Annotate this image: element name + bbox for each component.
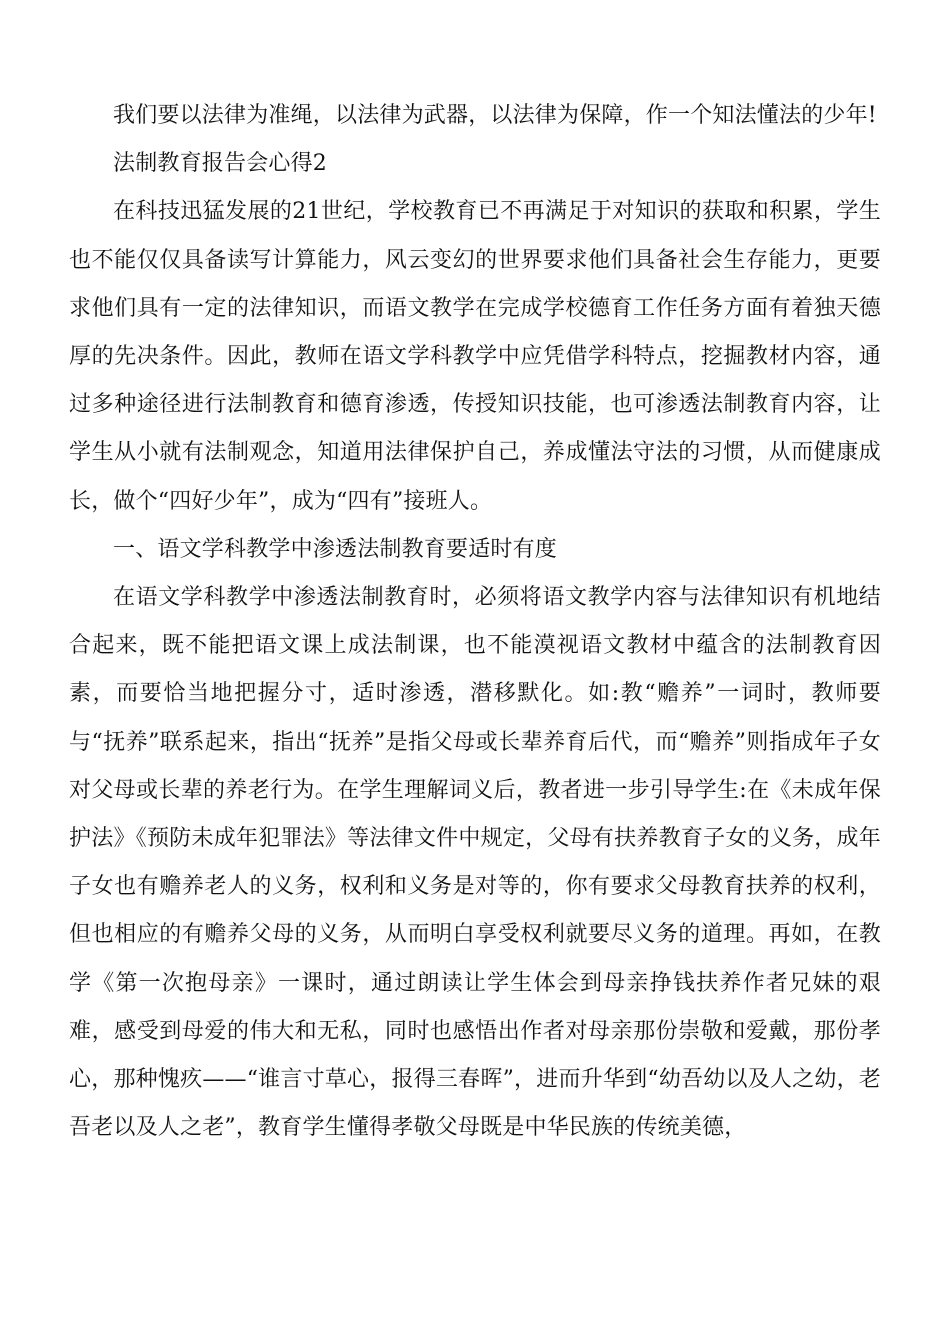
section-title: 法制教育报告会心得2	[113, 151, 327, 177]
closing-sentence: 我们要以法律为准绳，以法律为武器，以法律为保障，作一个知法懂法的少年!	[113, 103, 877, 128]
body-paragraph: 在语文学科教学中渗透法制教育时，必须将语文教学内容与法律知识有机地结合起来，既不能把语文课上成法制课，也不能漠视语文教材中蕴含的法制教育因素，而要恰当地把握分寸，适时渗透，潜移默化。如:教“赡养”一词时，教师要与“抚养”联系起来，指出“抚养”是指父母或长辈养育后代，而“赡养”则指成年子女对父母或长辈的养老行为。在学生理解词义后，教者进一步引导学生:在《未成年保护法》《预防未成年犯罪法》等法律文件中规定，父母有扶养教育子女的义务，成年子女也有赡养老人的义务，权利和义务是对等的，你有要求父母教育扶养的权利，但也相应的有赡养父母的义务，从而明白享受权利就要尽义务的道理。再如，在教学《第一次抱母亲》一课时，通过朗读让学生体会到母亲挣钱扶养作者兄妹的艰难，感受到母爱的伟大和无私，同时也感悟出作者对母亲那份崇敬和爱戴，那份孝心，那种愧疚——“谁言寸草心，报得三春晖”，进而升华到“幼吾幼以及人之幼，老吾老以及人之老”，教育学生懂得孝敬父母既是中华民族的传统美德，	[69, 585, 881, 1141]
intro-paragraph: 在科技迅猛发展的21世纪，学校教育已不再满足于对知识的获取和积累，学生也不能仅仅具备读写计算能力，风云变幻的世界要求他们具备社会生存能力，更要求他们具有一定的法律知识，而语文教学在完成学校德育工作任务方面有着独天德厚的先决条件。因此，教师在语文学科教学中应凭借学科特点，挖掘教材内容，通过多种途径进行法制教育和德育渗透，传授知识技能，也可渗透法制教育内容，让学生从小就有法制观念，知道用法律保护自己，养成懂法守法的习惯，从而健康成长，做个“四好少年”，成为“四有”接班人。	[69, 199, 881, 514]
section-heading: 一、语文学科教学中渗透法制教育要适时有度	[113, 536, 558, 562]
document-body	[69, 92, 881, 1152]
